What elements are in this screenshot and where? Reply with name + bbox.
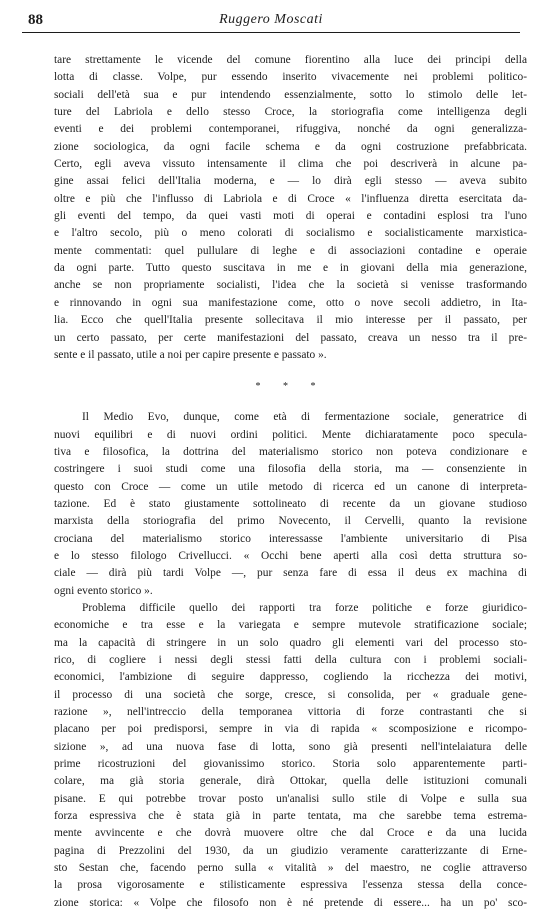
text-line: Problema difficile quello dei rapporti tra forze politiche e forze giuridico- (82, 601, 527, 614)
text-line: sizione », ad una nuova fase di lotta, sono già presenti nell'intelaiatura delle (54, 740, 527, 753)
text-line: tare strettamente le vicende del comune fiorentino alla luce dei principi della (54, 54, 527, 66)
text-line: eventi e dei problemi contemporanei, rifuggiva, nonché da ogni generalizza- (54, 123, 527, 136)
text-line: Il Medio Evo, dunque, come età di fermentazione sociale, generatrice di (82, 411, 527, 424)
text-line: anche se non propriamente socialisti, l'idea che la società si venisse trasformando (54, 279, 527, 292)
text-line: un certo passato, per certe manifestazioni del passato, creava un nesso tra il pre- (54, 331, 527, 344)
body-text (54, 52, 527, 912)
paragraph-3 (54, 600, 527, 912)
text-line: e lo stesso filologo Crivellucci. « Occhi bene aperti alla così detta struttura so- (54, 549, 527, 562)
text-line: tazione. Ed è stato giustamente sottolineato di recente da un giovane studioso (54, 497, 527, 510)
page-header (22, 8, 520, 32)
text-line: da ogni parte. Tutto questo suscitava in me e in giovani della mia generazione, (54, 262, 527, 275)
text-line: placano per poi predisporsi, sempre in via di rapida « scomposizione e ricompo- (54, 723, 527, 736)
text-line: tiva e filosofica, la dottrina del materialismo storico non poteva condizionare e (54, 445, 527, 458)
section-separator: * * * (255, 381, 326, 393)
text-line: ma la capacità di stringere in un solo quadro gli elementi vari del processo sto- (54, 636, 527, 649)
text-line: marxista della storiografia del primo Novecento, il Cervelli, quanto la revisione (54, 515, 527, 528)
text-line: forza espressiva che è stata già in parte tentata, ma che sarebbe tema estrema- (54, 810, 527, 823)
text-line: costringere i suoi studi come una filosofia della storia, ma — consenziente in (54, 463, 527, 476)
text-line: mente commentati: quel pullulare di leghe e di associazioni contadine e operaie (54, 244, 527, 257)
text-line: questo con Croce — come un utile metodo di ricerca ed un canone di interpreta- (54, 480, 527, 493)
text-line: lotta di classe. Volpe, pur essendo inserito vivacemente nei problemi politico- (54, 71, 527, 84)
text-line: razione », nell'intreccio della temporanea vittoria di forze contrastanti che si (54, 706, 527, 719)
running-title: Ruggero Moscati (219, 12, 323, 27)
text-line: pisane. E qui potrebbe trovar posto un'analisi sullo stile di Volpe e sulla sua (54, 792, 527, 805)
text-line: oltre e più che l'influsso di Labriola e di Croce « l'influenza diretta esercitata da- (54, 192, 527, 205)
text-line: Certo, egli aveva vissuto intensamente il clima che poi descriverà in alcune pa- (54, 158, 527, 171)
text-line: sente e il passato, utile a noi per capire presente e passato ». (54, 348, 327, 361)
paragraph-2 (54, 409, 527, 600)
text-line: lia. Ecco che quell'Italia presente sollecitava il mio interesse per il passato, per (54, 314, 527, 327)
text-line: prime ricostruzioni del giovanissimo storico. Storia solo apparentemente parti- (54, 758, 527, 771)
text-line: zione sociologica, da ogni facile schema e da ogni costruzione prefabbricata. (54, 140, 527, 153)
text-line: ture del Labriola e dello stesso Croce, la storiografia come intelligenza degli (54, 106, 527, 119)
text-line: economiche e tra esse e la variegata e sempre mutevole stratificazione sociale; (54, 619, 527, 632)
text-line: gine assai felici dell'Italia moderna, e — lo dirà egli stesso — aveva subito (54, 175, 527, 188)
text-line: colare, ma già storia generale, dirà Ottokar, quella delle istituzioni comunali (54, 775, 527, 788)
text-line: zione storica: « Volpe che filosofo non è né pretende di essere... ha un po' sco- (54, 896, 527, 909)
text-line: crociana del materialismo storico interessasse l'ambiente universitario di Pisa (54, 532, 527, 545)
header-rule (22, 32, 520, 33)
text-line: gli eventi del tempo, da quei vasti moti di operai e contadini esplosi tra l'uno (54, 210, 527, 223)
text-line: rico, di cogliere i nessi degli stessi fatti della cultura con i problemi sociali- (54, 654, 527, 666)
text-line: la prosa vigorosamente e stilisticamente espressiva l'essenza stessa della conce- (54, 879, 527, 892)
text-line: sociali dell'età sua e pur intendendo essenzialmente, sotto lo stimolo delle let- (54, 88, 527, 101)
paragraph-1 (54, 52, 527, 364)
page-number: 88 (28, 12, 43, 28)
text-line: nuovi equilibri e di nuovi ordini politici. Mente dichiaratamente poco specula- (54, 428, 527, 441)
text-line: ogni evento storico ». (54, 584, 153, 597)
text-line: e rinnovando in ogni sua manifestazione come, otto o nove secoli addietro, in Ita- (54, 296, 527, 309)
text-line: economici, l'ambizione di seguire dappresso, cogliendo la ricchezza dei motivi, (54, 671, 527, 684)
text-line: e l'altro secolo, più o meno colorati di socialismo e socialisticamente marxistica- (54, 227, 527, 240)
text-line: pagina di Prezzolini del 1930, da un giudizio veramente caratterizzante di Erne- (54, 844, 527, 857)
text-line: mente avvincente e che dovrà muovere oltre che dal Croce e da una lucida (54, 827, 527, 840)
text-line: il processo di una società che sorge, cresce, si consolida, per « graduale gene- (54, 688, 527, 701)
text-line: ciale — dirà più tardi Volpe —, pur senza fare di essa il deus ex machina di (54, 567, 527, 580)
text-line: sto Sestan che, facendo perno sulla « vitalità » del maestro, ne coglie attraverso (54, 862, 527, 875)
